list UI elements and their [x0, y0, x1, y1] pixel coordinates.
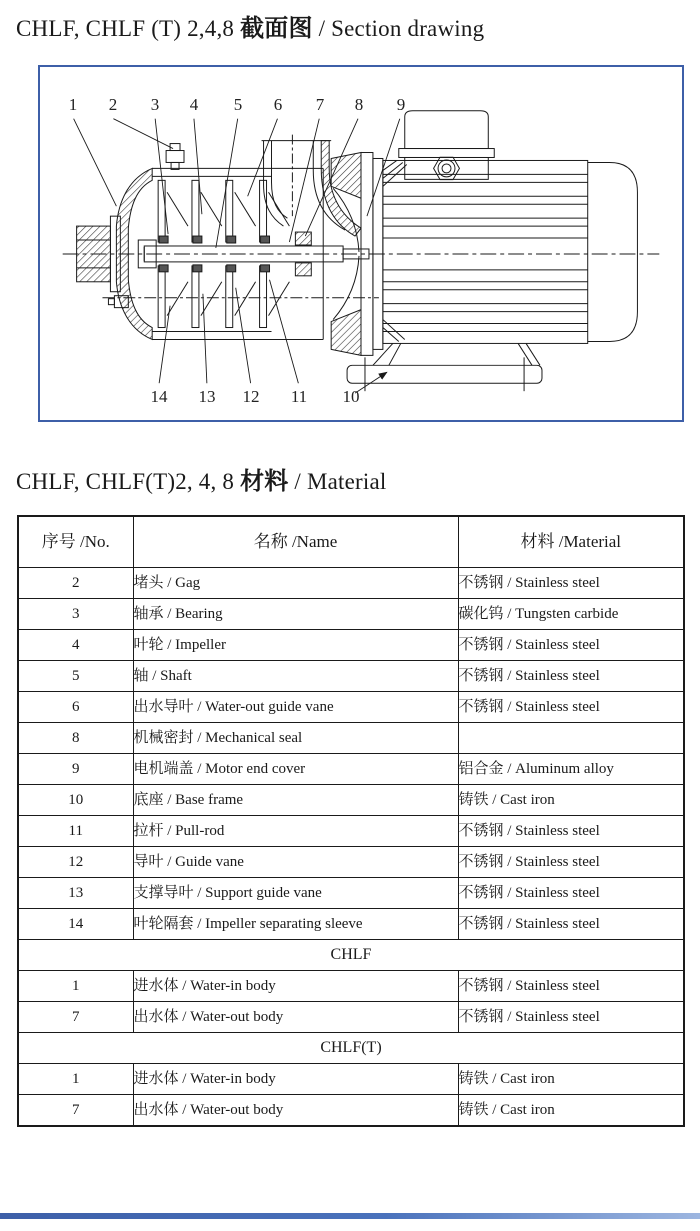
table-cell-material — [458, 723, 684, 754]
header-no: 序号 /No. — [18, 516, 133, 568]
part-label-1: 1 — [68, 95, 78, 114]
base-frame — [347, 343, 542, 391]
table-cell-name: 电机端盖 / Motor end cover — [133, 754, 458, 785]
table-row — [18, 1002, 684, 1033]
table-header-row — [18, 516, 684, 568]
table-cell-material: 铝合金 / Aluminum alloy — [458, 754, 684, 785]
section-drawing-figure — [38, 65, 684, 422]
table-cell-material: 不锈钢 / Stainless steel — [458, 971, 684, 1002]
table-row — [18, 723, 684, 754]
table-cell-name: 进水体 / Water-in body — [133, 971, 458, 1002]
title-model-text: CHLF, CHLF (T) 2,4,8 — [16, 16, 241, 41]
table-row — [18, 692, 684, 723]
title-en-text: / Material — [288, 469, 387, 494]
title-cjk-text: 材料 — [240, 469, 289, 495]
table-row — [18, 568, 684, 599]
table-cell-material: 铸铁 / Cast iron — [458, 1095, 684, 1127]
title-model-text: CHLF, CHLF(T)2, 4, 8 — [16, 469, 241, 494]
table-cell-no: 14 — [18, 909, 133, 940]
table-cell-no: 4 — [18, 630, 133, 661]
part-label-8: 8 — [354, 95, 364, 114]
table-cell-no: 10 — [18, 785, 133, 816]
table-cell-no: 6 — [18, 692, 133, 723]
table-section-row — [18, 940, 684, 971]
table-cell-material: 不锈钢 / Stainless steel — [458, 630, 684, 661]
table-cell-material: 不锈钢 / Stainless steel — [458, 1002, 684, 1033]
pump-section-drawing — [40, 67, 682, 420]
section-drawing-title — [16, 8, 484, 43]
table-cell-name: 机械密封 / Mechanical seal — [133, 723, 458, 754]
header-material: 材料 /Material — [458, 516, 684, 568]
table-row — [18, 878, 684, 909]
table-cell-material: 不锈钢 / Stainless steel — [458, 878, 684, 909]
table-cell-no: 11 — [18, 816, 133, 847]
terminal-box — [399, 111, 494, 180]
header-name: 名称 /Name — [133, 516, 458, 568]
part-label-5: 5 — [233, 95, 243, 114]
title-en-text: / Section drawing — [312, 16, 485, 41]
table-cell-name: 堵头 / Gag — [133, 568, 458, 599]
table-row — [18, 1064, 684, 1095]
part-label-14: 14 — [150, 387, 168, 406]
table-section-label: CHLF(T) — [18, 1033, 684, 1064]
table-cell-name: 出水体 / Water-out body — [133, 1002, 458, 1033]
title-cjk-text: 截面图 — [240, 16, 313, 42]
part-label-3: 3 — [150, 95, 160, 114]
part-label-12: 12 — [242, 387, 260, 406]
table-row — [18, 785, 684, 816]
table-cell-name: 支撑导叶 / Support guide vane — [133, 878, 458, 909]
table-cell-name: 出水导叶 / Water-out guide vane — [133, 692, 458, 723]
table-cell-material: 铸铁 / Cast iron — [458, 1064, 684, 1095]
part-label-6: 6 — [273, 95, 283, 114]
part-label-10: 10 — [342, 387, 360, 406]
table-cell-name: 导叶 / Guide vane — [133, 847, 458, 878]
table-cell-no: 12 — [18, 847, 133, 878]
table-row — [18, 847, 684, 878]
part-label-2: 2 — [108, 95, 118, 114]
table-row — [18, 971, 684, 1002]
table-cell-name: 拉杆 / Pull-rod — [133, 816, 458, 847]
table-cell-no: 13 — [18, 878, 133, 909]
table-cell-material: 不锈钢 / Stainless steel — [458, 816, 684, 847]
motor-rear-cap — [588, 162, 638, 341]
table-cell-name: 轴承 / Bearing — [133, 599, 458, 630]
table-row — [18, 661, 684, 692]
table-section-row — [18, 1033, 684, 1064]
table-cell-material: 铸铁 / Cast iron — [458, 785, 684, 816]
part-label-13: 13 — [198, 387, 216, 406]
table-cell-no: 1 — [18, 971, 133, 1002]
table-cell-no: 8 — [18, 723, 133, 754]
material-table — [17, 515, 685, 1127]
table-cell-material: 不锈钢 / Stainless steel — [458, 661, 684, 692]
table-cell-material: 不锈钢 / Stainless steel — [458, 909, 684, 940]
gag-plug — [166, 144, 184, 170]
table-row — [18, 754, 684, 785]
material-table-body — [18, 568, 684, 1127]
table-cell-name: 底座 / Base frame — [133, 785, 458, 816]
material-title — [16, 461, 386, 496]
part-label-11: 11 — [290, 387, 308, 406]
footer-accent-bar — [0, 1213, 700, 1219]
table-cell-name: 轴 / Shaft — [133, 661, 458, 692]
part-label-9: 9 — [396, 95, 406, 114]
table-row — [18, 630, 684, 661]
table-cell-material: 碳化钨 / Tungsten carbide — [458, 599, 684, 630]
table-cell-name: 进水体 / Water-in body — [133, 1064, 458, 1095]
part-label-7: 7 — [315, 95, 325, 114]
table-cell-material: 不锈钢 / Stainless steel — [458, 847, 684, 878]
table-row — [18, 1095, 684, 1127]
table-cell-no: 9 — [18, 754, 133, 785]
table-section-label: CHLF — [18, 940, 684, 971]
table-cell-no: 5 — [18, 661, 133, 692]
table-cell-no: 2 — [18, 568, 133, 599]
table-cell-no: 7 — [18, 1095, 133, 1127]
table-cell-name: 叶轮隔套 / Impeller separating sleeve — [133, 909, 458, 940]
part-label-4: 4 — [189, 95, 199, 114]
table-cell-no: 3 — [18, 599, 133, 630]
table-cell-no: 7 — [18, 1002, 133, 1033]
table-row — [18, 599, 684, 630]
table-cell-name: 叶轮 / Impeller — [133, 630, 458, 661]
table-cell-material: 不锈钢 / Stainless steel — [458, 692, 684, 723]
table-cell-material: 不锈钢 / Stainless steel — [458, 568, 684, 599]
table-cell-name: 出水体 / Water-out body — [133, 1095, 458, 1127]
table-cell-no: 1 — [18, 1064, 133, 1095]
motor-body — [383, 160, 588, 343]
table-row — [18, 909, 684, 940]
table-row — [18, 816, 684, 847]
